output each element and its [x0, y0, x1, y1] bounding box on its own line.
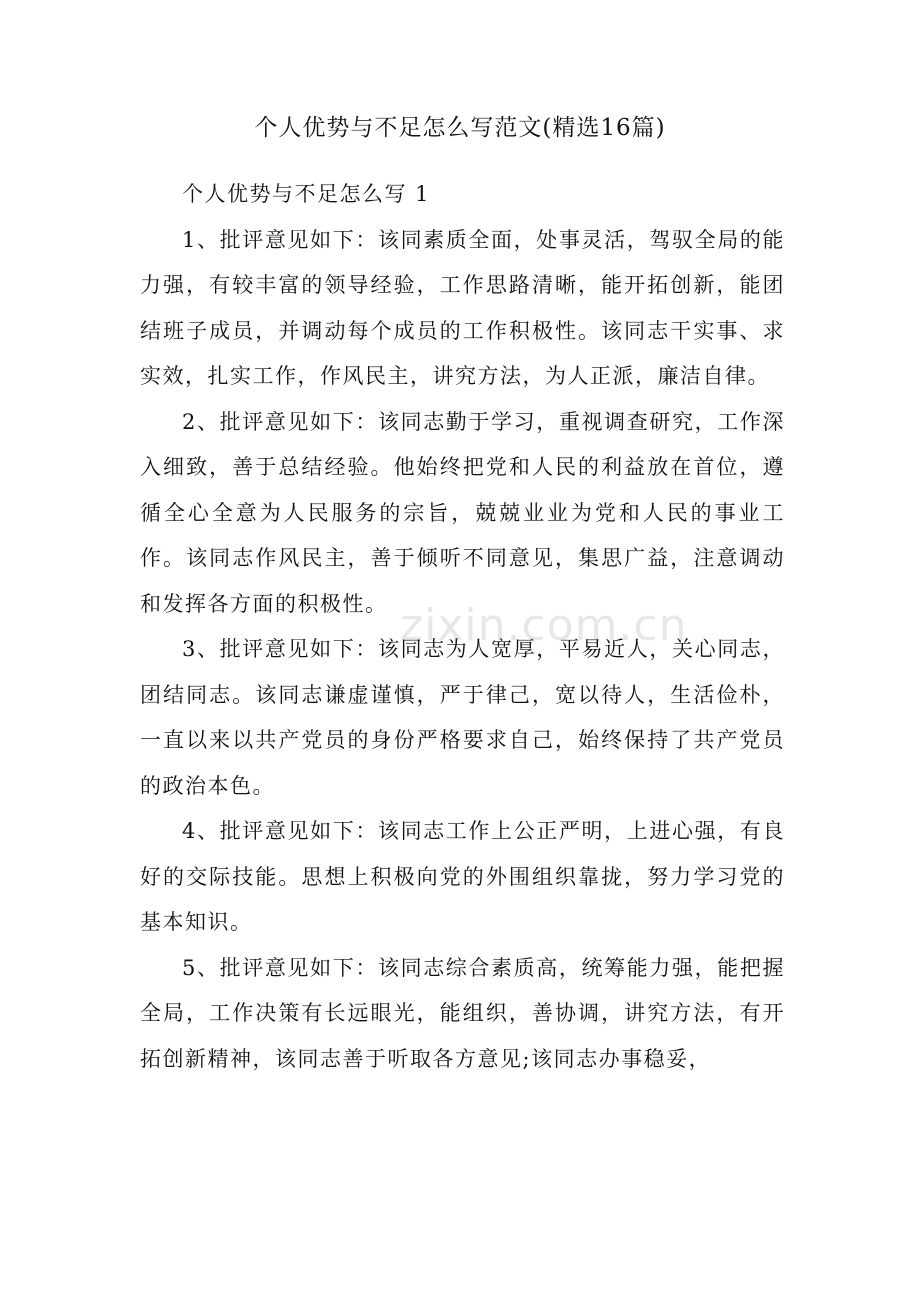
paragraph-5: 5、批评意见如下：该同志综合素质高，统筹能力强，能把握全局，工作决策有长远眼光，能组织，善协调，讲究方法，有开拓创新精神，该同志善于听取各方意见;该同志办事稳妥， [140, 955, 785, 1071]
section-heading: 个人优势与不足怎么写 1 [182, 182, 431, 206]
document-body [140, 172, 785, 1082]
document-title: 个人优势与不足怎么写范文(精选16篇) [254, 115, 666, 141]
paragraph-3: 3、批评意见如下：该同志为人宽厚，平易近人，关心同志，团结同志。该同志谦虚谨慎，严于律己，宽以待人，生活俭朴，一直以来以共产党员的身份严格要求自己，始终保持了共产党员的政治本色。 [140, 637, 785, 798]
watermark: zixin.com.cn [400, 600, 688, 651]
paragraph-1: 1、批评意见如下：该同素质全面，处事灵活，驾驭全局的能力强，有较丰富的领导经验，工作思路清晰，能开拓创新，能团结班子成员，并调动每个成员的工作积极性。该同志干实事、求实效，扎实工作，作风民主，讲究方法，为人正派，廉洁自律。 [140, 227, 785, 388]
paragraph-4: 4、批评意见如下：该同志工作上公正严明，上进心强，有良好的交际技能。思想上积极向党的外围组织靠拢，努力学习党的基本知识。 [140, 819, 785, 934]
paragraph-2: 2、批评意见如下：该同志勤于学习，重视调查研究，工作深入细致，善于总结经验。他始终把党和人民的利益放在首位，遵循全心全意为人民服务的宗旨，兢兢业业为党和人民的事业工作。该同志作风民主，善于倾听不同意见，集思广益，注意调动和发挥各方面的积极性。 [140, 409, 785, 616]
